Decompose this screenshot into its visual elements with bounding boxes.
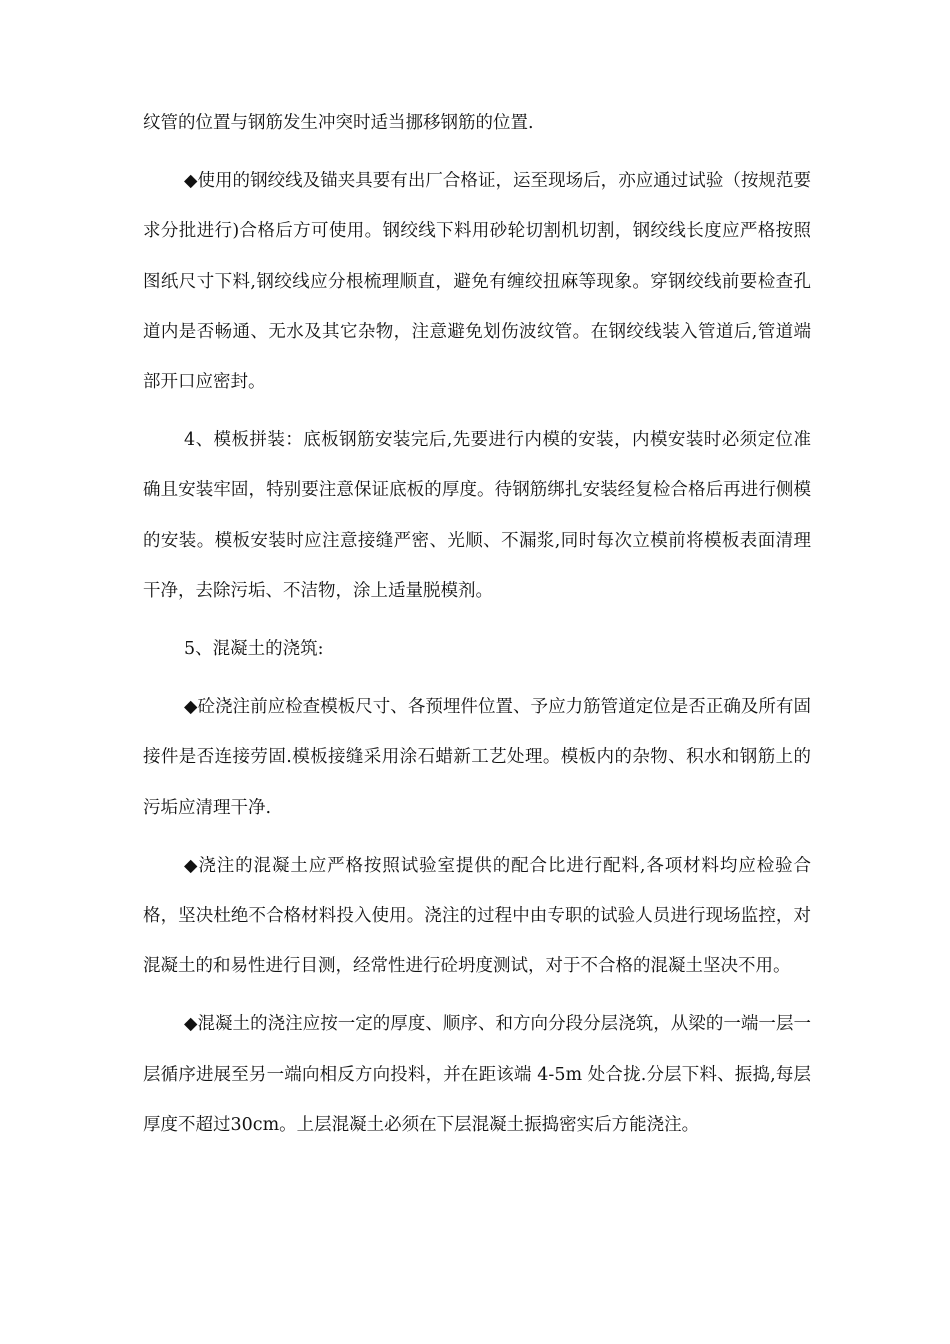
paragraph-formwork-assembly: 4、模板拼装：底板钢筋安装完后,先要进行内模的安装，内模安装时必须定位准确且安装牢固，特别要注意保证底板的厚度。待钢筋绑扎安装经复检合格后再进行侧模的安装。模板安装时应注意接缝严密、光顺、不漏浆,同时每次立模前将模板表面清理干净，去除污垢、不洁物，涂上适量脱模剂。 (143, 430, 811, 601)
section-heading-concrete-pouring: 5、混凝土的浇筑: (184, 639, 324, 660)
document-body (143, 98, 811, 1150)
paragraph-mix-ratio: ◆浇注的混凝土应严格按照试验室提供的配合比进行配料,各项材料均应检验合格，坚决杜绝不合格材料投入使用。浇注的过程中由专职的试验人员进行现场监控，对混凝土的和易性进行目测，经常性进行砼坍度测试，对于不合格的混凝土坚决不用。 (143, 855, 811, 977)
paragraph-layered-pouring: ◆混凝土的浇注应按一定的厚度、顺序、和方向分段分层浇筑，从梁的一端一层一层循序进展至另一端向相反方向投料，并在距该端 4-5m 处合拢.分层下料、振捣,每层厚度不超过30cm。上层混凝土必须在下层混凝土振捣密实后方能浇注。 (143, 1014, 811, 1135)
paragraph-continuation: 纹管的位置与钢筋发生冲突时适当挪移钢筋的位置. (143, 113, 534, 133)
paragraph-steel-strand: ◆使用的钢绞线及锚夹具要有出厂合格证，运至现场后，亦应通过试验（按规范要求分批进行)合格后方可使用。钢绞线下料用砂轮切割机切割，钢绞线长度应严格按照图纸尺寸下料,钢绞线应分根梳理顺直，避免有缠绞扭麻等现象。穿钢绞线前要检查孔道内是否畅通、无水及其它杂物，注意避免划伤波纹管。在钢绞线装入管道后,管道端部开口应密封。 (143, 171, 811, 393)
paragraph-pre-pour-check: ◆砼浇注前应检查模板尺寸、各预埋件位置、予应力筋管道定位是否正确及所有固接件是否连接劳固.模板接缝采用涂石蜡新工艺处理。模板内的杂物、积水和钢筋上的污垢应清理干净. (143, 697, 811, 818)
